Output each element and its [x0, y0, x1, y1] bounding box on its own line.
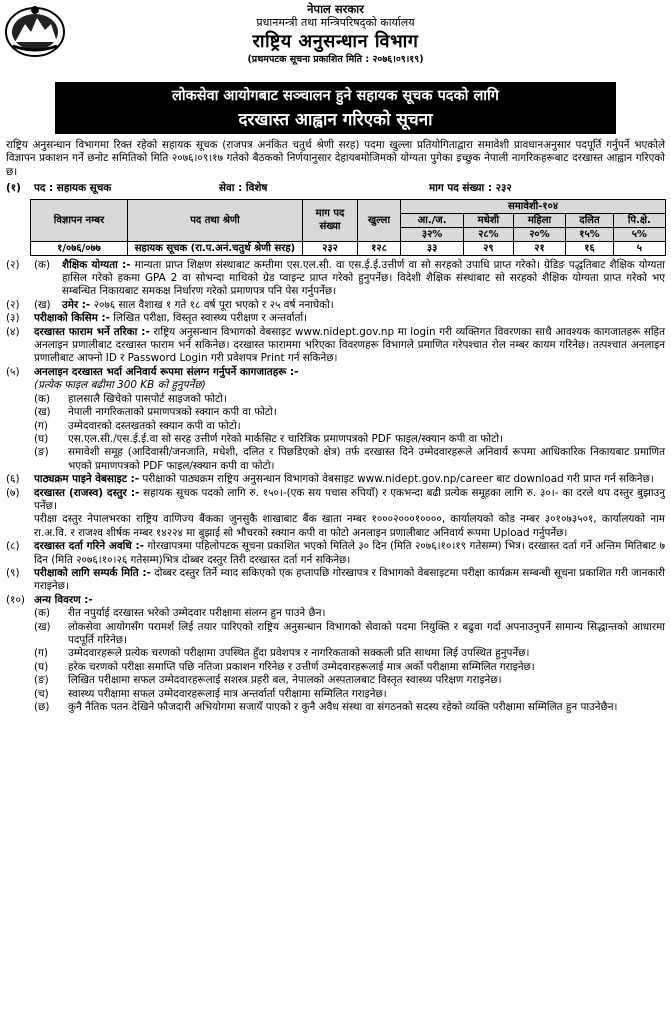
cell-count: ३३: [401, 241, 464, 255]
list-item: [34, 647, 665, 660]
list-item: [34, 701, 665, 714]
list-item: [34, 607, 665, 620]
list-item-text: नेपाली नागरिकताको प्रमाणपत्रको स्क्यान कपी वा फोटो।: [68, 406, 277, 419]
list-item-text: उम्मेदवारहरूले प्रत्येक चरणको परीक्षामा उपस्थित हुँदा प्रवेशपत्र र नागरिकताको सक्कली प्रति साथमा लिई उपस्थित हुनुपर्नेछ।: [68, 647, 530, 660]
section-9: (९) परीक्षाको लागि सम्पर्क मिति :- दोब्बर दस्तुर तिर्ने म्याद सकिएको एक हप्तापछि गोरखापत्र र विभागको वेबसाइटमा परीक्षा कार्यक्रम सम्बन्धी सूचना प्रकाशित गरी जानकारी गराइनेछ।: [6, 566, 665, 593]
section-2a-text: मान्यता प्राप्त शिक्षण संस्थाबाट कम्तीमा एस.एल.सी. वा एस.ई.ई.उत्तीर्ण वा सो सरहको उपाधि प्राप्त गरेको। ग्रेडिङ पद्धतिबाट शैक्षिक योग्यता हासिल गरेको हकमा GPA 2 वा सोभन्दा माथिको ग्रेड प्वाइन्ट प्राप्त गरेको हुनुपर्नेछ। विदेशी शैक्षिक संस्थाबाट सो सरहको शैक्षिक योग्यता प्राप्त गरेको भए सम्बन्धित निकायबाट समकक्ष निर्धारण गरेको प्रमाणपत्र पनि पेस गर्नुपर्नेछ।: [62, 258, 666, 298]
list-item-text: समावेशी समूह (आदिवासी/जनजाति, मधेशी, दलित र पिछडिएको क्षेत्र) तर्फ दरखास्त दिने उम्मेदवारहरूले अनिवार्य रूपमा आधिकारिक निकायबाट प्रमाणित भएको प्रमाणपत्रको PDF फाइल/स्क्यान कपी वा फोटो।: [68, 446, 665, 472]
section-2b-text: २०७६ साल वैशाख १ गते १८ वर्ष पूरा भएको र २५ वर्ष ननाघेको।: [93, 298, 334, 311]
section-9-text: दोब्बर दस्तुर तिर्ने म्याद सकिएको एक हप्तापछि गोरखापत्र र विभागको वेबसाइटमा परीक्षा कार्यक्रम सम्बन्धी सूचना प्रकाशित गरी जानकारी गराइनेछ।: [34, 566, 665, 593]
dept-title: राष्ट्रिय अनुसन्धान विभाग: [252, 31, 419, 52]
nepal-emblem-icon: [3, 2, 67, 58]
list-item-key: (घ): [34, 432, 49, 445]
list-item-text: लोकसेवा आयोगसँग परामर्श लिई तयार पारिएको राष्ट्रिय अनुसन्धान विभागको सेवाको पदमा नियुक्ति र बढुवा गर्दा अपनाउनुपर्ने सामान्य सिद्धान्तको आधारमा पदपूर्ति गरिनेछ।: [68, 620, 665, 646]
th-post: पद तथा श्रेणी: [128, 199, 303, 241]
th-percent: ५%: [613, 227, 665, 241]
list-item-text: उम्मेदवारको दस्तखतको स्क्यान कपी वा फोटो।: [68, 419, 241, 432]
publish-date: (प्रथमपटक सूचना प्रकाशित मिति : २०७६।०९।१९): [247, 54, 424, 65]
cell-count: २१: [513, 241, 566, 255]
cell-count: २९: [464, 241, 513, 255]
th-ad-number: विज्ञापन नम्बर: [31, 199, 128, 241]
gov-title: नेपाल सरकार: [307, 2, 364, 16]
list-item: [34, 406, 665, 419]
section-5-note: (प्रत्येक फाइल बढीमा 300 KB को हुनुपर्नेछ): [34, 379, 206, 392]
th-inclusive: समावेशी-१०४: [401, 199, 666, 213]
post-line: [6, 182, 665, 195]
section-6: (६) पाठ्यक्रम पाइने वेबसाइट :- परीक्षाको पाठ्यक्रम राष्ट्रिय अनुसन्धान विभागको वेबसाइट www.nidept.gov.np/career बाट download गरी प्राप्त गर्न सकिनेछ।: [6, 473, 654, 486]
list-item-key: (ङ): [34, 446, 49, 459]
th-group: पि.क्षे.: [613, 213, 665, 227]
section-7-text: सहायक सूचक पदको लागि रु. १५०।-(एक सय पचास रुपियाँ) र एकभन्दा बढी प्रत्येक समूहका लागि रु. ३०।- का दरले थप दस्तुर बुझाउनु पर्नेछ।: [34, 486, 665, 512]
cell-count: ५: [613, 241, 665, 255]
section-2b: (२) (ख) उमेर :- २०७६ साल वैशाख १ गते १८ वर्ष पूरा भएको र २५ वर्ष ननाघेको।: [6, 298, 334, 311]
section-6-text: परीक्षाको पाठ्यक्रम राष्ट्रिय अनुसन्धान विभागको वेबसाइट www.nidept.gov.np/career बाट download गरी प्राप्त गर्न सकिनेछ।: [142, 473, 654, 486]
th-open: खुल्ला: [358, 199, 401, 241]
section-8-label: दरखास्त दर्ता गरिने अवधि :-: [34, 540, 144, 553]
section-3: (३) परीक्षाको किसिम :- लिखित परीक्षा, विस्तृत स्वास्थ्य परीक्षण र अन्तर्वार्ता।: [6, 312, 308, 325]
section-4-label: दरखास्त फाराम भर्ने तरिका :-: [34, 325, 150, 338]
list-item-key: (घ): [34, 660, 49, 673]
banner-line-2: दरखास्त आह्वान गरिएको सूचना: [238, 110, 433, 130]
table-row: [31, 241, 666, 255]
section-9-label: परीक्षाको लागि सम्पर्क मिति :-: [34, 566, 151, 579]
list-item: [34, 420, 665, 433]
section-4: (४) दरखास्त फाराम भर्ने तरिका :- राष्ट्रिय अनुसन्धान विभागको वेबसाइट www.nidept.gov.np मा login गरी व्यक्तिगत विवरणका साथै आवश्यक कागजातहरू सहित अनलाइन प्रणालीबाट दरखास्त फाराम भर्न सकिनेछ। दरखास्त फाराममा भरिएका विवरणहरू विभागले प्रमाणित गरेपश्चात रोल नम्बर कायम गरिनेछ। तत्पश्चात अनलाइन प्रणालीबाट आफ्नो ID र Password Login गरी प्रवेशपत्र Print गर्न सकिनेछ।: [6, 325, 665, 365]
list-item: [34, 393, 665, 406]
list-item-key: (ख): [34, 406, 51, 419]
th-demand: माग पद संख्या: [303, 199, 358, 241]
list-item: [34, 433, 665, 446]
cell-open: १२८: [358, 241, 401, 255]
header: [0, 0, 671, 80]
th-group: दलित: [566, 213, 613, 227]
th-group: महिला: [513, 213, 566, 227]
post-name: पद : सहायक सूचक: [34, 182, 112, 195]
th-group: मधेशी: [464, 213, 513, 227]
list-item-text: हालसालै खिचेको पासपोर्ट साइजको फोटो।: [68, 392, 227, 405]
list-item-text: रीत नपुर्याई दरखास्त भरेको उम्मेदवार परीक्षामा संलग्न हुन पाउने छैन।: [68, 607, 326, 620]
section-10: (१०) अन्य विवरण :- (क) रीत नपुर्याई दरखास्त भरेको उम्मेदवार परीक्षामा संलग्न हुन पाउने छैन। (ख) लोकसेवा आयोगसँग परामर्श लिई तयार पारिएको राष्ट्रिय अनुसन्धान विभागको सेवाको पदमा नियुक्ति र बढुवा गर्दा अपनाउनुपर्ने सामान्य सिद्धान्तको आधारमा पदपूर्ति गरिनेछ। (ग) उम्मेदवारहरूले प्रत्येक चरणको परीक्षामा उपस्थित हुँदा प्रवेशपत्र र नागरिकताको सक्कली प्रति साथमा लिई उपस्थित हुनुपर्नेछ। (घ) हरेक चरणको परीक्षा समाप्ति पछि नतिजा प्रकाशन गरिनेछ र उत्तीर्ण उम्मेदवारहरूलाई मात्र अर्को परीक्षामा सम्मिलित गराइनेछ। (ङ) लिखित परीक्षामा सफल उम्मेदवारहरूलाई सशस्त्र प्रहरी बल, नेपालको अस्पतालबाट विस्तृत स्वास्थ्य परिक्षण गराइनेछ। (च) स्वास्थ्य परीक्षामा सफल उम्मेदवारहरूलाई मात्र अन्तर्वार्ता परीक्षामा सम्मिलित गराइनेछ। (छ) कुनै नैतिक पतन देखिने फौजदारी अभियोगमा सजायँ पाएको र कुनै अवैध संस्था वा संगठनको सदस्य रहेको व्यक्ति परीक्षामा सम्मिलित हुन पाउनेछैन।: [6, 593, 665, 714]
section-5: (५) अनलाइन दरखास्त भर्दा अनिवार्य रूपमा संलग्न गर्नुपर्ने कागजातहरू :- (प्रत्येक फाइल बढीमा 300 KB को हुनुपर्नेछ) (क) हालसालै खिचेको पासपोर्ट साइजको फोटो। (ख) नेपाली नागरिकताको प्रमाणपत्रको स्क्यान कपी वा फोटो। (ग) उम्मेदवारको दस्तखतको स्क्यान कपी वा फोटो। (घ) एस.एल.सी./एस.ई.ई.वा सो सरह उत्तीर्ण गरेको मार्कसिट र चारित्रिक प्रमाणपत्रको PDF फाइल/स्क्यान कपी वा फोटो। (ङ) समावेशी समूह (आदिवासी/जनजाति, मधेशी, दलित र पिछडिएको क्षेत्र) तर्फ दरखास्त दिने उम्मेदवारहरूले अनिवार्य रूपमा आधिकारिक निकायबाट प्रमाणित भएको प्रमाणपत्रको PDF फाइल/स्क्यान कपी वा फोटो।: [6, 365, 665, 472]
section-8: (८) दरखास्त दर्ता गरिने अवधि :- गोरखापत्रमा पहिलोपटक सूचना प्रकाशित भएको मितिले ३० दिन (मिति २०७६।१०।१९ गतेसम्म) भित्र। दरखास्त दर्ता गर्ने अन्तिम मितिबाट ७ दिन (मिति २०७६।१०।२६ गतेसम्म)भित्र दोब्बर दस्तुर तिरी दरखास्त दर्ता गर्न सकिनेछ।: [6, 540, 665, 566]
section-2b-label: उमेर :-: [62, 298, 91, 311]
cell-post: सहायक सूचक (रा.प.अनं.चतुर्थ श्रेणी सरह): [128, 241, 303, 255]
list-item-text: एस.एल.सी./एस.ई.ई.वा सो सरह उत्तीर्ण गरेको मार्कसिट र चारित्रिक प्रमाणपत्रको PDF फाइल/स्क्यान कपी वा फोटो।: [68, 432, 503, 445]
list-item-key: (क): [34, 607, 51, 620]
th-percent: ३२%: [401, 227, 464, 241]
cell-demand: २३२: [303, 241, 358, 255]
post-service: सेवा : विशेष: [219, 182, 268, 195]
section-6-label: पाठ्यक्रम पाइने वेबसाइट :-: [34, 473, 140, 486]
office-title: प्रधानमन्त्री तथा मन्त्रिपरिषद्को कार्यालय: [256, 16, 415, 29]
intro-paragraph: राष्ट्रिय अनुसन्धान विभागमा रिक्त रहेको सहायक सूचक (राजपत्र अनंकित चतुर्थ श्रेणी सरह) पदमा खुल्ला प्रतियोगिताद्वारा समावेशी प्रावधानअनुसार पदपूर्ति गर्नुपर्ने भएकोले विज्ञापन प्रकाशन गर्ने छनोट समितिको मिति २०७६।०९।१७ गतेको बैठकको निर्णयानुसार देहायबमोजिमको योग्यता पुगेका इच्छुक नेपाली नागरिकहरूबाट दरखास्त आह्वान गरिएको छ।: [6, 139, 665, 178]
notice-banner: [55, 82, 616, 134]
section-4-text: राष्ट्रिय अनुसन्धान विभागको वेबसाइट www.nidept.gov.np मा login गरी व्यक्तिगत विवरणका साथै आवश्यक कागजातहरू सहित अनलाइन प्रणालीबाट दरखास्त फाराम भर्न सकिनेछ। दरखास्त फाराममा भरिएका विवरणहरू विभागले प्रमाणित गरेपश्चात रोल नम्बर कायम गरिनेछ। तत्पश्चात अनलाइन प्रणालीबाट आफ्नो ID र Password Login गरी प्रवेशपत्र Print गर्न सकिनेछ।: [34, 325, 665, 365]
list-item: [34, 621, 665, 648]
list-item-text: स्वास्थ्य परीक्षामा सफल उम्मेदवारहरूलाई मात्र अन्तर्वार्ता परीक्षामा सम्मिलित गराइनेछ।: [68, 687, 387, 700]
list-item-text: कुनै नैतिक पतन देखिने फौजदारी अभियोगमा सजायँ पाएको र कुनै अवैध संस्था वा संगठनको सदस्य रहेको व्यक्ति परीक्षामा सम्मिलित हुन पाउनेछैन।: [68, 701, 618, 714]
section-2a: (२) (क) शैक्षिक योग्यता :- मान्यता प्राप्त शिक्षण संस्थाबाट कम्तीमा एस.एल.सी. वा एस.ई.ई.उत्तीर्ण वा सो सरहको उपाधि प्राप्त गरेको। ग्रेडिङ पद्धतिबाट शैक्षिक योग्यता हासिल गरेको हकमा GPA 2 वा सोभन्दा माथिको ग्रेड प्वाइन्ट प्राप्त गरेको हुनुपर्नेछ। विदेशी शैक्षिक संस्थाबाट सो सरहको शैक्षिक योग्यता प्राप्त गरेको भए सम्बन्धित निकायबाट समकक्ष निर्धारण गरेको प्रमाणपत्र पनि पेस गर्नुपर्नेछ।: [6, 258, 666, 298]
th-percent: १५%: [566, 227, 613, 241]
list-item-key: (ग): [34, 419, 48, 432]
section-10-label: अन्य विवरण :-: [34, 593, 93, 606]
section-7: (७) दरखास्त (राजस्व) दस्तुर :- सहायक सूचक पदको लागि रु. १५०।-(एक सय पचास रुपियाँ) र एकभन्दा बढी प्रत्येक समूहका लागि रु. ३०।- का दरले थप दस्तुर बुझाउनु पर्नेछ। परीक्षा दस्तुर नेपालभरका राष्ट्रिय वाणिज्य बैंकका जुनसुकै शाखाबाट बैंक खाता नम्बर १०००२०००१००००, कार्यालयको कोड नम्बर ३०१०७३५०१, कार्यालयको नाम रा.अ.वि. र राजश्व शीर्षक नम्बर १४२२४ मा बुझाई सो भौचरको स्क्यान कपी वा फोटो अनलाइन प्रणालीबाट अनिवार्य रूपमा Upload गर्नुपर्नेछ।: [6, 486, 665, 539]
list-item-text: हरेक चरणको परीक्षा समाप्ति पछि नतिजा प्रकाशन गरिनेछ र उत्तीर्ण उम्मेदवारहरूलाई मात्र अर्को परीक्षामा सम्मिलित गराइनेछ।: [68, 660, 535, 673]
list-item: [34, 446, 665, 473]
list-item: [34, 674, 665, 687]
post-demand: माग पद संख्या : २३२: [429, 182, 512, 195]
list-item: [34, 688, 665, 701]
list-item-text: लिखित परीक्षामा सफल उम्मेदवारहरूलाई सशस्त्र प्रहरी बल, नेपालको अस्पतालबाट विस्तृत स्वास्थ्य परिक्षण गराइनेछ।: [68, 674, 502, 687]
cell-count: १६: [566, 241, 613, 255]
list-item-key: (ग): [34, 647, 48, 660]
post-num: (१): [6, 182, 21, 195]
section-5-label: अनलाइन दरखास्त भर्दा अनिवार्य रूपमा संलग्न गर्नुपर्ने कागजातहरू :-: [34, 365, 299, 378]
cell-ad: १/०७६/०७७: [31, 241, 128, 255]
list-item-key: (ङ): [34, 674, 49, 687]
list-item: [34, 661, 665, 674]
th-percent: २०%: [513, 227, 566, 241]
section-3-text: लिखित परीक्षा, विस्तृत स्वास्थ्य परीक्षण र अन्तर्वार्ता।: [113, 312, 308, 325]
th-group: आ./ज.: [401, 213, 464, 227]
th-percent: २८%: [464, 227, 513, 241]
list-item-key: (ख): [34, 620, 51, 633]
section-7-label: दरखास्त (राजस्व) दस्तुर :-: [34, 486, 140, 499]
section-7-text-2: परीक्षा दस्तुर नेपालभरका राष्ट्रिय वाणिज्य बैंकका जुनसुकै शाखाबाट बैंक खाता नम्बर १०००२०००१००००, कार्यालयको कोड नम्बर ३०१०७३५०१, कार्यालयको नाम रा.अ.वि. र राजश्व शीर्षक नम्बर १४२२४ मा बुझाई सो भौचरको स्क्यान कपी वा फोटो अनलाइन प्रणालीबाट अनिवार्य रूपमा Upload गर्नुपर्नेछ।: [34, 513, 665, 539]
section-2a-label: शैक्षिक योग्यता :-: [62, 258, 131, 271]
list-item-key: (छ): [34, 701, 50, 714]
list-item-key: (च): [34, 687, 49, 700]
list-item-key: (क): [34, 392, 51, 405]
section-8-text: गोरखापत्रमा पहिलोपटक सूचना प्रकाशित भएको मितिले ३० दिन (मिति २०७६।१०।१९ गतेसम्म) भित्र। दरखास्त दर्ता गर्ने अन्तिम मितिबाट ७ दिन (मिति २०७६।१०।२६ गतेसम्म)भित्र दोब्बर दस्तुर तिरी दरखास्त दर्ता गर्न सकिनेछ।: [34, 540, 665, 566]
banner-line-1: लोकसेवा आयोगबाट सञ्चालन हुने सहायक सूचक पदको लागि: [172, 88, 499, 104]
vacancy-table: [30, 199, 666, 256]
section-3-label: परीक्षाको किसिम :-: [34, 312, 110, 325]
